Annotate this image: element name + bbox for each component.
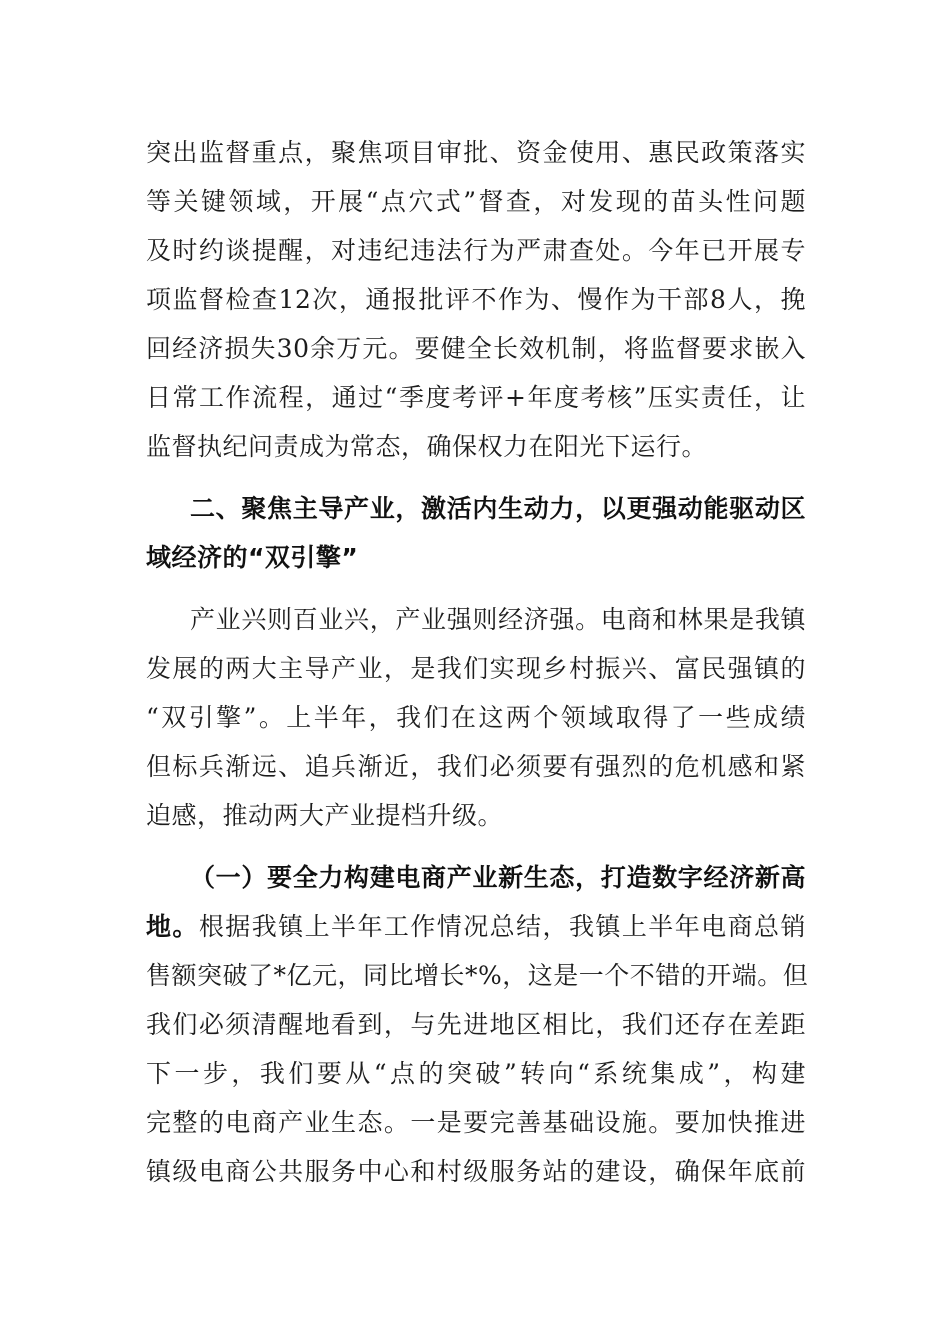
text-line: 项监督检查12次，通报批评不作为、慢作为干部8人，挽 bbox=[146, 285, 806, 314]
paragraph-spacer bbox=[146, 471, 806, 484]
heading-line: 域经济的“双引擎” bbox=[146, 543, 359, 572]
text-line: 监督执纪问责成为常态，确保权力在阳光下运行。 bbox=[146, 432, 708, 461]
text-line: 突出监督重点，聚焦项目审批、资金使用、惠民政策落实 bbox=[146, 138, 806, 167]
paragraph-spacer bbox=[146, 582, 806, 595]
document-body bbox=[146, 128, 809, 1196]
paragraph-ecommerce bbox=[146, 853, 809, 1196]
text-line: 售额突破了*亿元，同比增长*%，这是一个不错的开端。但 bbox=[146, 961, 809, 990]
text-line: 发展的两大主导产业，是我们实现乡村振兴、富民强镇的 bbox=[146, 654, 806, 683]
text-line: 回经济损失30余万元。要健全长效机制，将监督要求嵌入 bbox=[146, 334, 806, 363]
text-line: 但标兵渐远、追兵渐近，我们必须要有强烈的危机感和紧 bbox=[146, 752, 806, 781]
text-line: 日常工作流程，通过“季度考评+年度考核”压实责任，让 bbox=[146, 383, 806, 412]
text-line: 及时约谈提醒，对违纪违法行为严肃查处。今年已开展专 bbox=[146, 236, 806, 265]
text-line: “双引擎”。上半年，我们在这两个领域取得了一些成绩 bbox=[146, 703, 806, 732]
section-heading-2 bbox=[146, 484, 806, 582]
paragraph-industry bbox=[146, 595, 806, 840]
paragraph-spacer bbox=[146, 840, 806, 853]
text-line bbox=[146, 902, 806, 951]
text-line: 迫感，推动两大产业提档升级。 bbox=[146, 801, 504, 830]
paragraph-supervision bbox=[146, 128, 806, 471]
text-line: 完整的电商产业生态。一是要完善基础设施。要加快推进 bbox=[146, 1108, 806, 1137]
subheading-line: （一）要全力构建电商产业新生态，打造数字经济新高 bbox=[190, 863, 806, 892]
text-line: 我们必须清醒地看到，与先进地区相比，我们还存在差距 bbox=[146, 1010, 806, 1039]
text-line: 等关键领域，开展“点穴式”督查，对发现的苗头性问题 bbox=[146, 187, 806, 216]
subheading-end: 地。 bbox=[146, 912, 199, 941]
text-line: 下一步，我们要从“点的突破”转向“系统集成”，构建 bbox=[146, 1059, 806, 1088]
heading-line: 二、聚焦主导产业，激活内生动力，以更强动能驱动区 bbox=[190, 494, 806, 523]
text-run: 根据我镇上半年工作情况总结，我镇上半年电商总销 bbox=[198, 912, 806, 941]
text-line: 镇级电商公共服务中心和村级服务站的建设，确保年底前 bbox=[146, 1157, 806, 1186]
text-line: 产业兴则百业兴，产业强则经济强。电商和林果是我镇 bbox=[190, 605, 806, 634]
